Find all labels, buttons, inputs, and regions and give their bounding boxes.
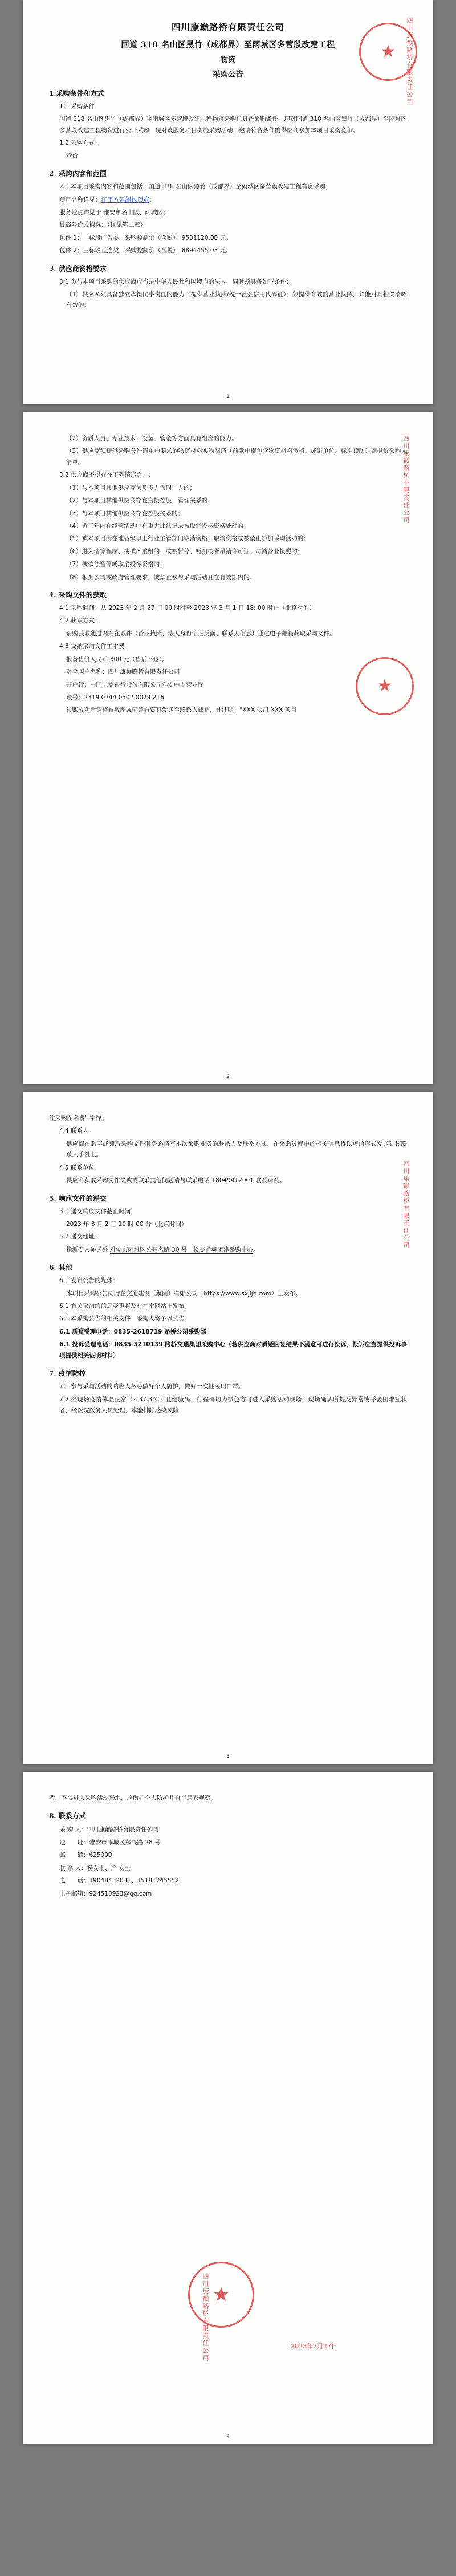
p2-line-1: （2）资质人员、专业技术、设备、管金等方面具有相应的能力。 [66,435,238,442]
contact-row [49,1863,407,1874]
contact-row [49,1824,407,1835]
section-3-line-1: 3.1 参与本项目采购的供应商应当是中华人民共和国境内的法人，同时须具备如下条件： [59,278,292,285]
p3-sec7-line-2: 7.2 经现场疫情体温正常（＜37.3℃）且健康码、行程码均为绿色方可进入采购活动现场；现场确认所提及异常或呼吸困难症状者，经医院医务人员处理，本能排除感染风险 [59,1396,407,1414]
section-2-line-5: 包件 1：一标段广告类，采购控制价（含税）：9531120.00 元。 [59,234,232,241]
p3-sec6-line-2: 本项目采购公告同时在交通建设（集团）有限公司（https://www.sxjljh.com）上发布。 [66,1290,302,1297]
p3-sec6-line-5: 6.1 质疑受理电话：0835-2618719 路桥公司采购部 [59,1328,206,1335]
p2-line-3: 3.2 供应商不得存在下列情形之一： [59,471,155,479]
p3-line-5: 供应商获取采购文件失败或联系其他问题请与联系电话 18049412001 联系请系。 [66,1177,286,1184]
contact-label: 邮 编： [59,1852,89,1859]
p2-sec4-line-5: 报备售价人民币 300 元（售后不退）。 [66,655,168,663]
seal-company-text: 四川康巅路桥有限责任公司 [406,17,413,106]
section-2-line-1: 2.1 本项目采购内容和范围包括：国道 318 名山区黑竹（成都界）至雨城区多营段改建工程物资采购； [59,183,332,191]
p3-sec6-line-3: 6.1 有关采购的信息变更将及时在本网站上发布。 [59,1303,191,1310]
contact-value: 雅安市雨城区东兴路 28 号 [89,1839,161,1846]
p3-sec7-line-1: 7.1 参与采购活动的响应人务必做好个人防护，做好一次性医用口罩。 [59,1383,245,1390]
page-number-1: 1 [226,394,230,400]
page-4 [23,1772,433,2444]
p2-line-11: （8）根据公司或政府管理要求，被禁止参与采购活动且在有效期内的。 [66,573,256,581]
contact-label: 地 址： [59,1839,89,1846]
notice-title-text: 采购公告 [213,68,243,80]
p2-line-2: （3）供应商须提供采购关件清单中要求的物资材料实物图清（前款中提包含物资材料资格、成果单位、标准预防）到报价采购人清单。 [66,448,407,466]
seal-star-icon: ★ [212,2283,230,2306]
section-6-heading: 6. 其他 [49,1264,72,1272]
page-number-3: 3 [226,1754,230,1759]
section-8-heading: 8. 联系方式 [49,1812,86,1820]
object-title: 物资 [220,56,235,64]
contact-row [49,1837,407,1848]
p3-sec5-line-4: 指派专人递送采 雅安市雨城区公开名路 30 号一楼交通集团建采购中心。 [66,1246,259,1253]
p3-sec5-line-1: 5.1 递交响应文件截止时间： [59,1208,137,1215]
section-5-heading: 5. 响应文件的递交 [49,1194,107,1203]
company-seal-stamp-3 [188,2262,254,2328]
p3-sec6-line-1: 6.1 发布公告的媒体： [59,1277,119,1285]
contact-label: 电子邮箱： [59,1890,89,1897]
p3-line-3: 供应商在购买或领取采购文件时务必请写本次采购业务的联系人及联系方式，在采购过程中的相关信息将以短信形式发送到该联系人手机上。 [66,1140,407,1159]
seal-company-text-4: 四川康巅路桥有限责任公司 [202,2273,209,2362]
seal-company-text-2: 四川康巅路桥有限责任公司 [402,435,410,524]
project-title: 国道 318 名山区黑竹（成都界）至雨城区多营段改建工程 [121,40,335,50]
p2-line-6: （3）与本项目其他供应商存在控股关系的； [66,510,184,517]
p4-top-line: 者，不得进入采购活动场地，应做好个人防护并自行居家观察。 [49,1795,217,1802]
section-2-line-4: 最高限价或拟选：（详见第二章） [59,221,146,229]
page-number-4: 4 [226,2434,230,2439]
section-2-line-6: 包件 2：三标段互连类，采购控制价（含税）：8894455.03 元。 [59,247,232,255]
p2-line-9: （6）进入清算程序、或破产重组的、或被暂停、暂扣或者吊销许可证、司销营业执照的； [66,548,304,555]
contact-row [49,1888,407,1900]
notice-title [49,68,407,80]
page-number-2: 2 [226,1074,230,1080]
seal-company-text-3: 四川康巅路桥有限责任公司 [402,1160,410,1249]
section-2-line-2: 项目名称详见：江甲方建制包预览； [59,196,155,203]
p2-line-10: （7）被依法暂停或取消投标资格的； [66,561,166,568]
contact-value: 四川康巅路桥有限责任公司 [87,1826,159,1833]
p2-line-5: （2）与本项目其他供应商存在直接控股、管理关系的； [66,497,214,504]
p3-sec5-line-3: 5.2 递交地址： [59,1233,101,1241]
section-1-heading: 1.采购条件和方式 [49,89,104,97]
section-1-1-label: 1.1 采购条件 [59,103,95,110]
section-2-heading: 2. 采购内容和范围 [49,170,107,178]
section-3-heading: 3. 供应商资格要求 [49,264,107,273]
seal-star-icon: ★ [380,42,396,61]
p2-sec4-line-4: 4.3 交纳采购文件工本费 [59,643,125,650]
project-link[interactable]: 江甲方建制包预览 [101,196,149,203]
p2-sec4-line-3: 请购获取通过网站在取件（营业执照、法人身份证正反面、联系人信息）通过电子邮箱获取采购文件。 [66,630,336,637]
section-4-heading: 4. 采购文件的获取 [49,591,107,600]
page-1 [23,0,433,404]
section-7-heading: 7. 疫情防控 [49,1369,86,1378]
page-2 [23,412,433,1084]
date-stamp: 2023年2月27日 [291,2343,337,2350]
p2-sec4-line-7: 开户行：中国工商银行股份有限公司雅安中支营业厅 [66,681,204,688]
company-title: 四川康巅路桥有限责任公司 [171,22,284,32]
p3-sec6-line-6: 6.1 投诉受理电话：0835-3210139 路桥交通集团采购中心（若供应商对质疑回复结果不满意可进行投诉，投诉应当提供投诉事项提供相关证明材料） [59,1341,407,1359]
p3-line-1: 注采购图名费" 字样。 [49,1115,108,1122]
contact-label: 采 购 人： [59,1826,87,1833]
p2-sec4-line-1: 4.1 采购时间：从 2023 年 2 月 27 日 00 时时至 2023 年 3 月 1 日 18: 00 时止（北京时间） [59,605,315,612]
contact-value: 625000 [89,1852,112,1859]
p2-line-7: （4）近三年内在经营活动中有重大违法记录被取消投标资格处理的； [66,522,250,530]
contact-value: 19048432031、15181245552 [89,1877,179,1885]
p2-line-8: （5）被本项目所在地省级以上行业主管部门取消资格、取消资格或被禁止参加采购活动的； [66,535,310,543]
p3-sec6-line-4: 6.1 本采购公告的相关文件、采购人将予以公告。 [59,1315,191,1323]
contact-value: 杨女士、严 女士 [87,1864,131,1872]
p3-line-4: 4.5 联系单位 [59,1164,95,1171]
contact-label: 联 系 人： [59,1864,87,1872]
seal-star-icon: ★ [377,676,393,696]
p2-sec4-line-6: 对全国户名称：四川康巅路桥有限责任公司 [66,668,180,676]
p3-line-2: 4.4 联系人 [59,1127,89,1135]
contact-row [49,1875,407,1886]
p2-line-4: （1）与本项目其他供应商为负责人为同一人的； [66,484,196,491]
p2-sec4-line-9: 转账成功后请将查截图或同延有资料发送至联系人邮箱，并注明："XXX 公司 XXX 项目 [66,707,297,714]
p2-sec4-line-2: 4.2 获取方式： [59,617,101,625]
contact-label: 电 话： [59,1877,89,1885]
p2-sec4-line-8: 账号：2319 0744 0502 0029 216 [66,694,164,702]
page-3 [23,1092,433,1764]
section-1-2-label: 1.2 采购方式： [59,140,101,147]
section-2-line-3: 服务地点详见于 雅安市名山区、雨城区； [59,208,169,216]
contact-row [49,1849,407,1861]
contact-value: 924518923@qq.com [89,1890,152,1897]
section-1-2-value: 竞价 [66,152,78,159]
section-1-1-body: 国道 318 名山区黑竹（成都界）至雨城区多营段改建工程物资采购已具备采购条件，现对国道 318 名山区黑竹（成都界）至雨城区多营段改建工程物资进行公开采购，现对该服务项目实施采购活动，邀请符合条件的供应商参加本项目采购竞争。 [59,116,407,134]
section-3-line-2: （1）供应商须具备独立承担民事责任的能力（提供营业执照/统一社会信用代码证）；须提供有效的营业执照，并能对具相关清晰有效的； [66,291,407,309]
p3-sec5-line-2: 2023 年 3 月 2 日 10 时 00 分（北京时间） [66,1220,188,1228]
